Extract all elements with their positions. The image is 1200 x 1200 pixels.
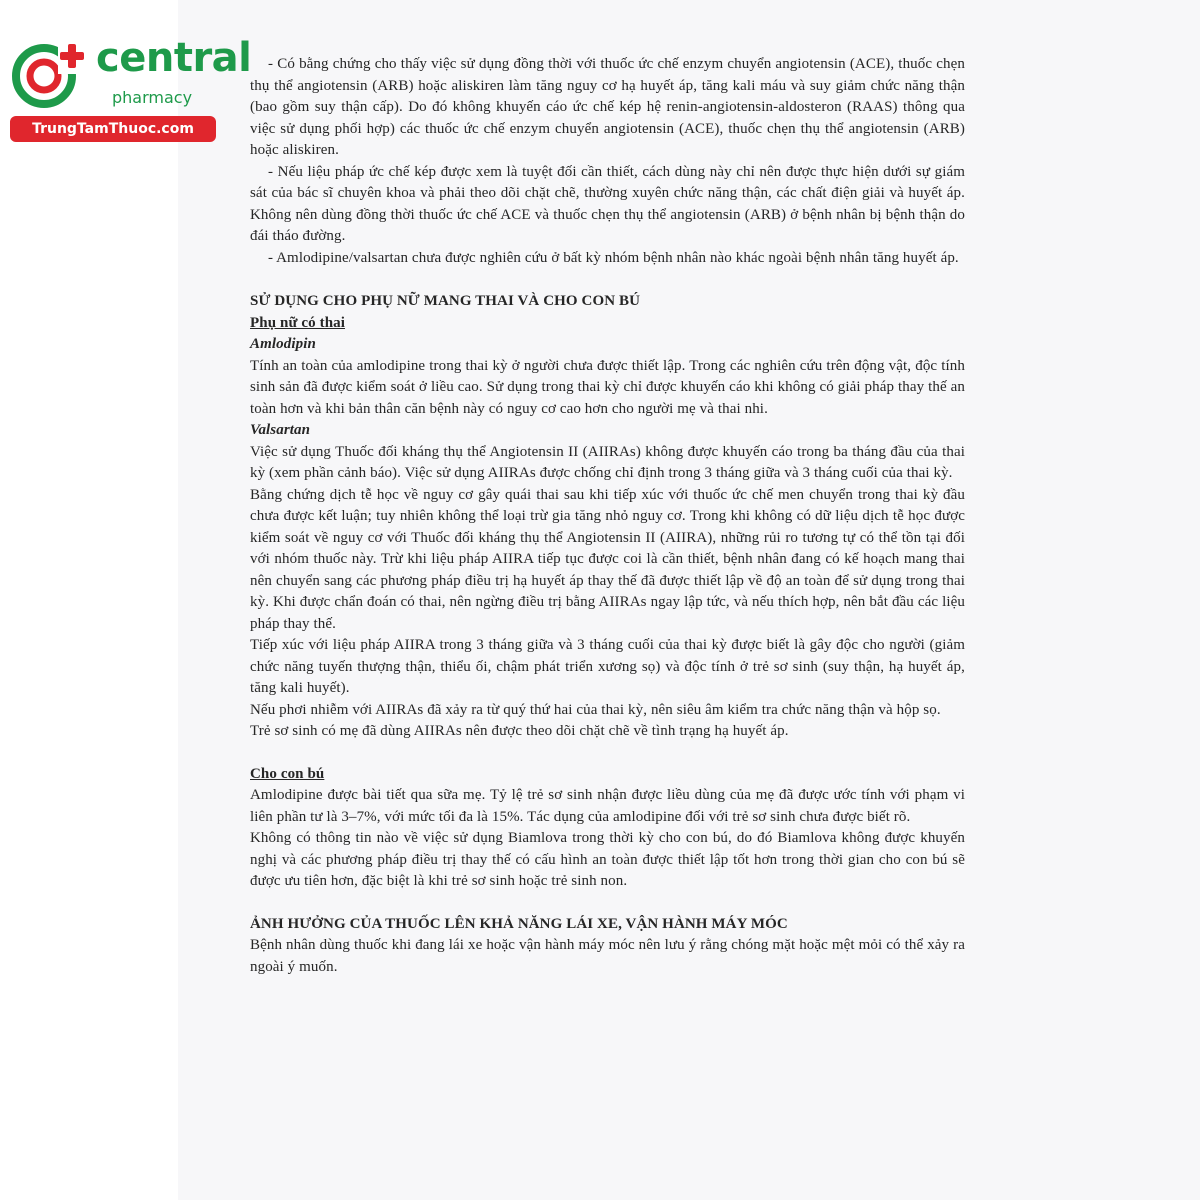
heading-valsartan: Valsartan: [250, 422, 311, 438]
heading-breastfeeding: Cho con bú: [250, 765, 325, 782]
paragraph-driving: Bệnh nhân dùng thuốc khi đang lái xe hoặc vận hành máy móc nên lưu ý rằng chóng mặt hoặc mệt mỏi có thể xảy ra ngoài ý muốn.: [250, 937, 965, 975]
paragraph-bullet-2: - Nếu liệu pháp ức chế kép được xem là tuyệt đối cần thiết, cách dùng này chỉ nên được thực hiện dưới sự giám sát của bác sĩ chuyên khoa và phải theo dõi chặt chẽ, thường xuyên chức năng thận, các chất điện giải và huyết áp. Không nên dùng đồng thời thuốc ức chế ACE và thuốc chẹn thụ thể angiotensin (ARB) ở bệnh nhân bị bệnh thận do đái tháo đường.: [250, 163, 965, 244]
section-title-pregnancy: SỬ DỤNG CHO PHỤ NỮ MANG THAI VÀ CHO CON BÚ: [250, 293, 641, 309]
heading-pregnant-women: Phụ nữ có thai: [250, 314, 346, 331]
paragraph-valsartan-1: Việc sử dụng Thuốc đối kháng thụ thể Angiotensin II (AIIRAs) không được khuyến cáo trong ba tháng đầu của thai kỳ (xem phần cảnh báo). Việc sử dụng AIIRAs được chống chỉ định trong 3 tháng giữa và 3 tháng cuối của thai kỳ.: [250, 443, 965, 481]
paragraph-breastfeeding-2: Không có thông tin nào về việc sử dụng Biamlova trong thời kỳ cho con bú, do đó Biamlova không được khuyến nghị và các phương pháp điều trị thay thế có cấu hình an toàn được thiết lập tốt hơn trong thời gian cho con bú sẽ được ưu tiên hơn, đặc biệt là khi trẻ sơ sinh hoặc trẻ sinh non.: [250, 830, 965, 889]
paragraph-valsartan-4: Nếu phơi nhiễm với AIIRAs đã xảy ra từ quý thứ hai của thai kỳ, nên siêu âm kiểm tra chức năng thận và hộp sọ.: [250, 701, 941, 718]
brand-logo: [8, 35, 252, 140]
paragraph-valsartan-2: Bằng chứng dịch tễ học về nguy cơ gây quái thai sau khi tiếp xúc với thuốc ức chế men chuyển trong thai kỳ đầu chưa được kết luận; tuy nhiên không thể loại trừ gia tăng nhỏ nguy cơ. Trong khi không có dữ liệu dịch tễ học được kiểm soát về nguy cơ với Thuốc đối kháng thụ thể Angiotensin II (AIIRA), những rủi ro tương tự có thể tồn tại đối với nhóm thuốc này. Trừ khi liệu pháp AIIRA tiếp tục được coi là cần thiết, bệnh nhân đang có kế hoạch mang thai nên chuyển sang các phương pháp điều trị hạ huyết áp thay thế đã được thiết lập về độ an toàn để sử dụng trong thai kỳ. Khi được chẩn đoán có thai, nên ngừng điều trị bằng AIIRAs ngay lập tức, và nếu thích hợp, nên bắt đầu các liệu pháp thay thế.: [250, 486, 965, 632]
paragraph-valsartan-3: Tiếp xúc với liệu pháp AIIRA trong 3 tháng giữa và 3 tháng cuối của thai kỳ được biết là gây độc cho người (giảm chức năng tuyến thượng thận, thiểu ối, chậm phát triển xương sọ) và độc tính ở trẻ sơ sinh (suy thận, hạ huyết áp, tăng kali huyết).: [250, 637, 965, 696]
paragraph-bullet-3: - Amlodipine/valsartan chưa được nghiên cứu ở bất kỳ nhóm bệnh nhân nào khác ngoài bệnh nhân tăng huyết áp.: [268, 249, 959, 266]
brand-subtitle: pharmacy: [112, 88, 193, 107]
brand-name: central: [96, 35, 252, 81]
brand-website: TrungTamThuoc.com: [10, 116, 216, 142]
section-title-driving: ẢNH HƯỞNG CỦA THUỐC LÊN KHẢ NĂNG LÁI XE, VẬN HÀNH MÁY MÓC: [250, 915, 788, 932]
document-body: [250, 54, 965, 978]
paragraph-valsartan-5: Trẻ sơ sinh có mẹ đã dùng AIIRAs nên được theo dõi chặt chẽ về tình trạng hạ huyết áp.: [250, 723, 789, 739]
central-pharmacy-logo-icon: [8, 36, 88, 116]
paragraph-amlodipin: Tính an toàn của amlodipine trong thai kỳ ở người chưa được thiết lập. Trong các nghiên cứu trên động vật, độc tính sinh sản đã được kiểm soát ở liều cao. Sử dụng trong thai kỳ chỉ được khuyến cáo khi không có giải pháp thay thế an toàn hơn và khi bản thân căn bệnh này có nguy cơ cao hơn cho người mẹ và thai nhi.: [250, 357, 965, 417]
paragraph-breastfeeding-1: Amlodipine được bài tiết qua sữa mẹ. Tỷ lệ trẻ sơ sinh nhận được liều dùng của mẹ đã được ước tính với phạm vi liên phần tư là 3–7%, với mức tối đa là 15%. Tác dụng của amlodipine đối với trẻ sơ sinh chưa được biết rõ.: [250, 787, 965, 825]
heading-amlodipin: Amlodipin: [250, 336, 316, 352]
paragraph-bullet-1: - Có bằng chứng cho thấy việc sử dụng đồng thời với thuốc ức chế enzym chuyển angiotensin (ACE), thuốc chẹn thụ thể angiotensin (ARB) hoặc aliskiren làm tăng nguy cơ hạ huyết áp, tăng kali máu và suy giảm chức năng thận (bao gồm suy thận cấp). Do đó không khuyến cáo ức chế kép hệ renin-angiotensin-aldosteron (RAAS) thông qua việc sử dụng phối hợp) các thuốc ức chế enzym chuyển angiotensin (ACE), thuốc chẹn thụ thể angiotensin (ARB) hoặc aliskiren.: [250, 56, 965, 158]
